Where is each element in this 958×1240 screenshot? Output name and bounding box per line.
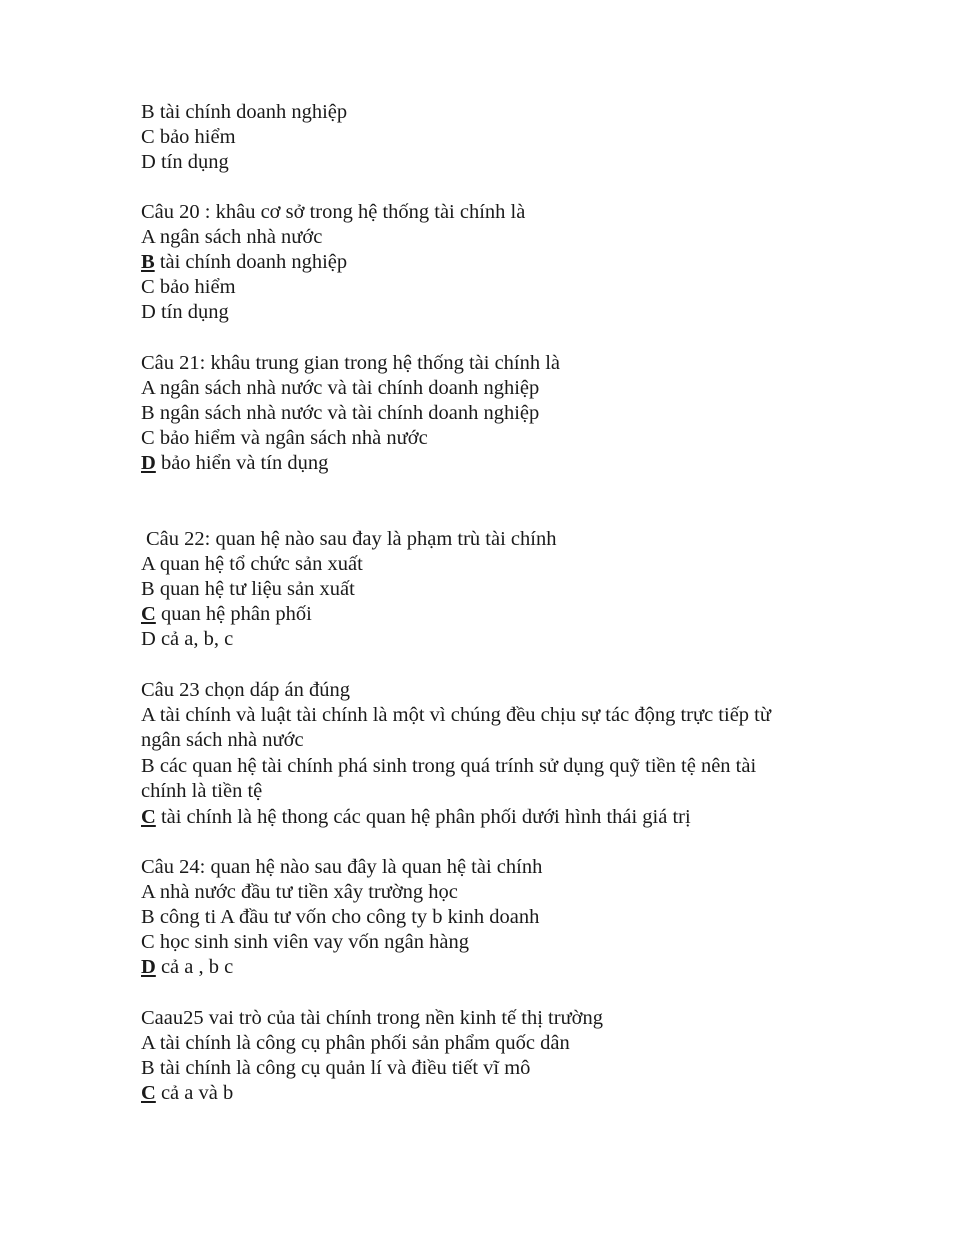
correct-answer-option (141, 955, 233, 980)
option-letter: D (141, 956, 156, 978)
correct-answer-option (141, 602, 312, 627)
option-letter: B (141, 402, 155, 424)
option-text: bảo hiểm (154, 126, 236, 148)
option-letter: D (141, 301, 156, 323)
option-text: bảo hiểm và ngân sách nhà nước (154, 427, 428, 449)
answer-option (141, 225, 322, 250)
question-q22: Câu 22: quan hệ nào sau đay là phạm trù tài chính (146, 528, 557, 550)
question-q20: Câu 20 : khâu cơ sở trong hệ thống tài chính là (141, 201, 526, 223)
option-letter: B (141, 578, 155, 600)
option-text: ngân sách nhà nước và tài chính doanh nghiệp (154, 402, 540, 424)
option-text: tài chính doanh nghiệp (154, 101, 348, 123)
option-letter: C (141, 603, 156, 625)
answer-option (141, 426, 428, 451)
answer-option (141, 100, 347, 125)
question-q25: Caau25 vai trò của tài chính trong nền kinh tế thị trường (141, 1007, 604, 1029)
option-letter: B (141, 101, 155, 123)
option-text: cả a , b c (155, 956, 234, 978)
option-text: tín dụng (155, 151, 229, 173)
option-letter: A (141, 377, 155, 399)
option-letter: C (141, 1082, 156, 1104)
option-letter: B (141, 251, 155, 273)
answer-option (141, 779, 262, 804)
answer-option (141, 300, 229, 325)
answer-option (141, 930, 469, 955)
option-text: quan hệ tư liệu sản xuất (154, 578, 355, 600)
option-text: tài chính doanh nghiệp (154, 251, 348, 273)
option-text: ngân sách nhà nước (141, 729, 304, 751)
option-letter: A (141, 553, 155, 575)
option-letter: B (141, 1057, 155, 1079)
answer-option (141, 703, 771, 728)
answer-option (141, 125, 236, 150)
option-text: các quan hệ tài chính phá sinh trong quá trính sử dụng quỹ tiền tệ nên tài (154, 755, 757, 777)
option-letter: A (141, 704, 155, 726)
correct-answer-option (141, 1081, 233, 1106)
option-letter: D (141, 628, 156, 650)
answer-option (141, 552, 363, 577)
answer-option (141, 376, 539, 401)
option-text: bảo hiểm (154, 276, 236, 298)
answer-option (141, 1056, 530, 1081)
option-letter: D (141, 151, 156, 173)
option-letter: C (141, 126, 155, 148)
option-letter: D (141, 452, 156, 474)
correct-answer-option (141, 250, 347, 275)
answer-option (141, 275, 236, 300)
question-q24: Câu 24: quan hệ nào sau đây là quan hệ tài chính (141, 856, 543, 878)
answer-option (141, 905, 539, 930)
option-text: chính là tiền tệ (141, 780, 263, 802)
option-text: nhà nước đầu tư tiền xây trường học (154, 881, 458, 903)
option-letter: C (141, 931, 155, 953)
option-text: quan hệ tổ chức sản xuất (154, 553, 363, 575)
option-text: công ti A đầu tư vốn cho công ty b kinh doanh (154, 906, 540, 928)
option-text: tín dụng (155, 301, 229, 323)
option-text: cả a, b, c (155, 628, 234, 650)
option-letter: C (141, 427, 155, 449)
option-text: ngân sách nhà nước và tài chính doanh nghiệp (154, 377, 540, 399)
option-text: tài chính là công cụ phân phối sản phẩm quốc dân (154, 1032, 570, 1054)
answer-option (141, 577, 355, 602)
answer-option (141, 150, 229, 175)
question-q21: Câu 21: khâu trung gian trong hệ thống tài chính là (141, 352, 561, 374)
option-letter: A (141, 1032, 155, 1054)
correct-answer-option (141, 451, 328, 476)
question-q23: Câu 23 chọn dáp án đúng (141, 679, 350, 701)
option-letter: B (141, 755, 155, 777)
correct-answer-option (141, 805, 691, 830)
option-text: cả a và b (155, 1082, 234, 1104)
option-text: học sinh sinh viên vay vốn ngân hàng (154, 931, 469, 953)
option-letter: B (141, 906, 155, 928)
option-text: tài chính là hệ thong các quan hệ phân phối dưới hình thái giá trị (155, 806, 691, 828)
answer-option (141, 627, 233, 652)
option-letter: A (141, 881, 155, 903)
option-text: quan hệ phân phối (155, 603, 312, 625)
answer-option (141, 401, 539, 426)
option-letter: C (141, 806, 156, 828)
answer-option (141, 754, 756, 779)
answer-option (141, 728, 304, 753)
option-letter: A (141, 226, 155, 248)
answer-option (141, 1031, 570, 1056)
option-text: ngân sách nhà nước (154, 226, 323, 248)
option-text: bảo hiển và tín dụng (155, 452, 329, 474)
option-letter: C (141, 276, 155, 298)
answer-option (141, 880, 458, 905)
option-text: tài chính và luật tài chính là một vì chúng đều chịu sự tác động trực tiếp từ (154, 704, 771, 726)
option-text: tài chính là công cụ quản lí và điều tiết vĩ mô (154, 1057, 531, 1079)
